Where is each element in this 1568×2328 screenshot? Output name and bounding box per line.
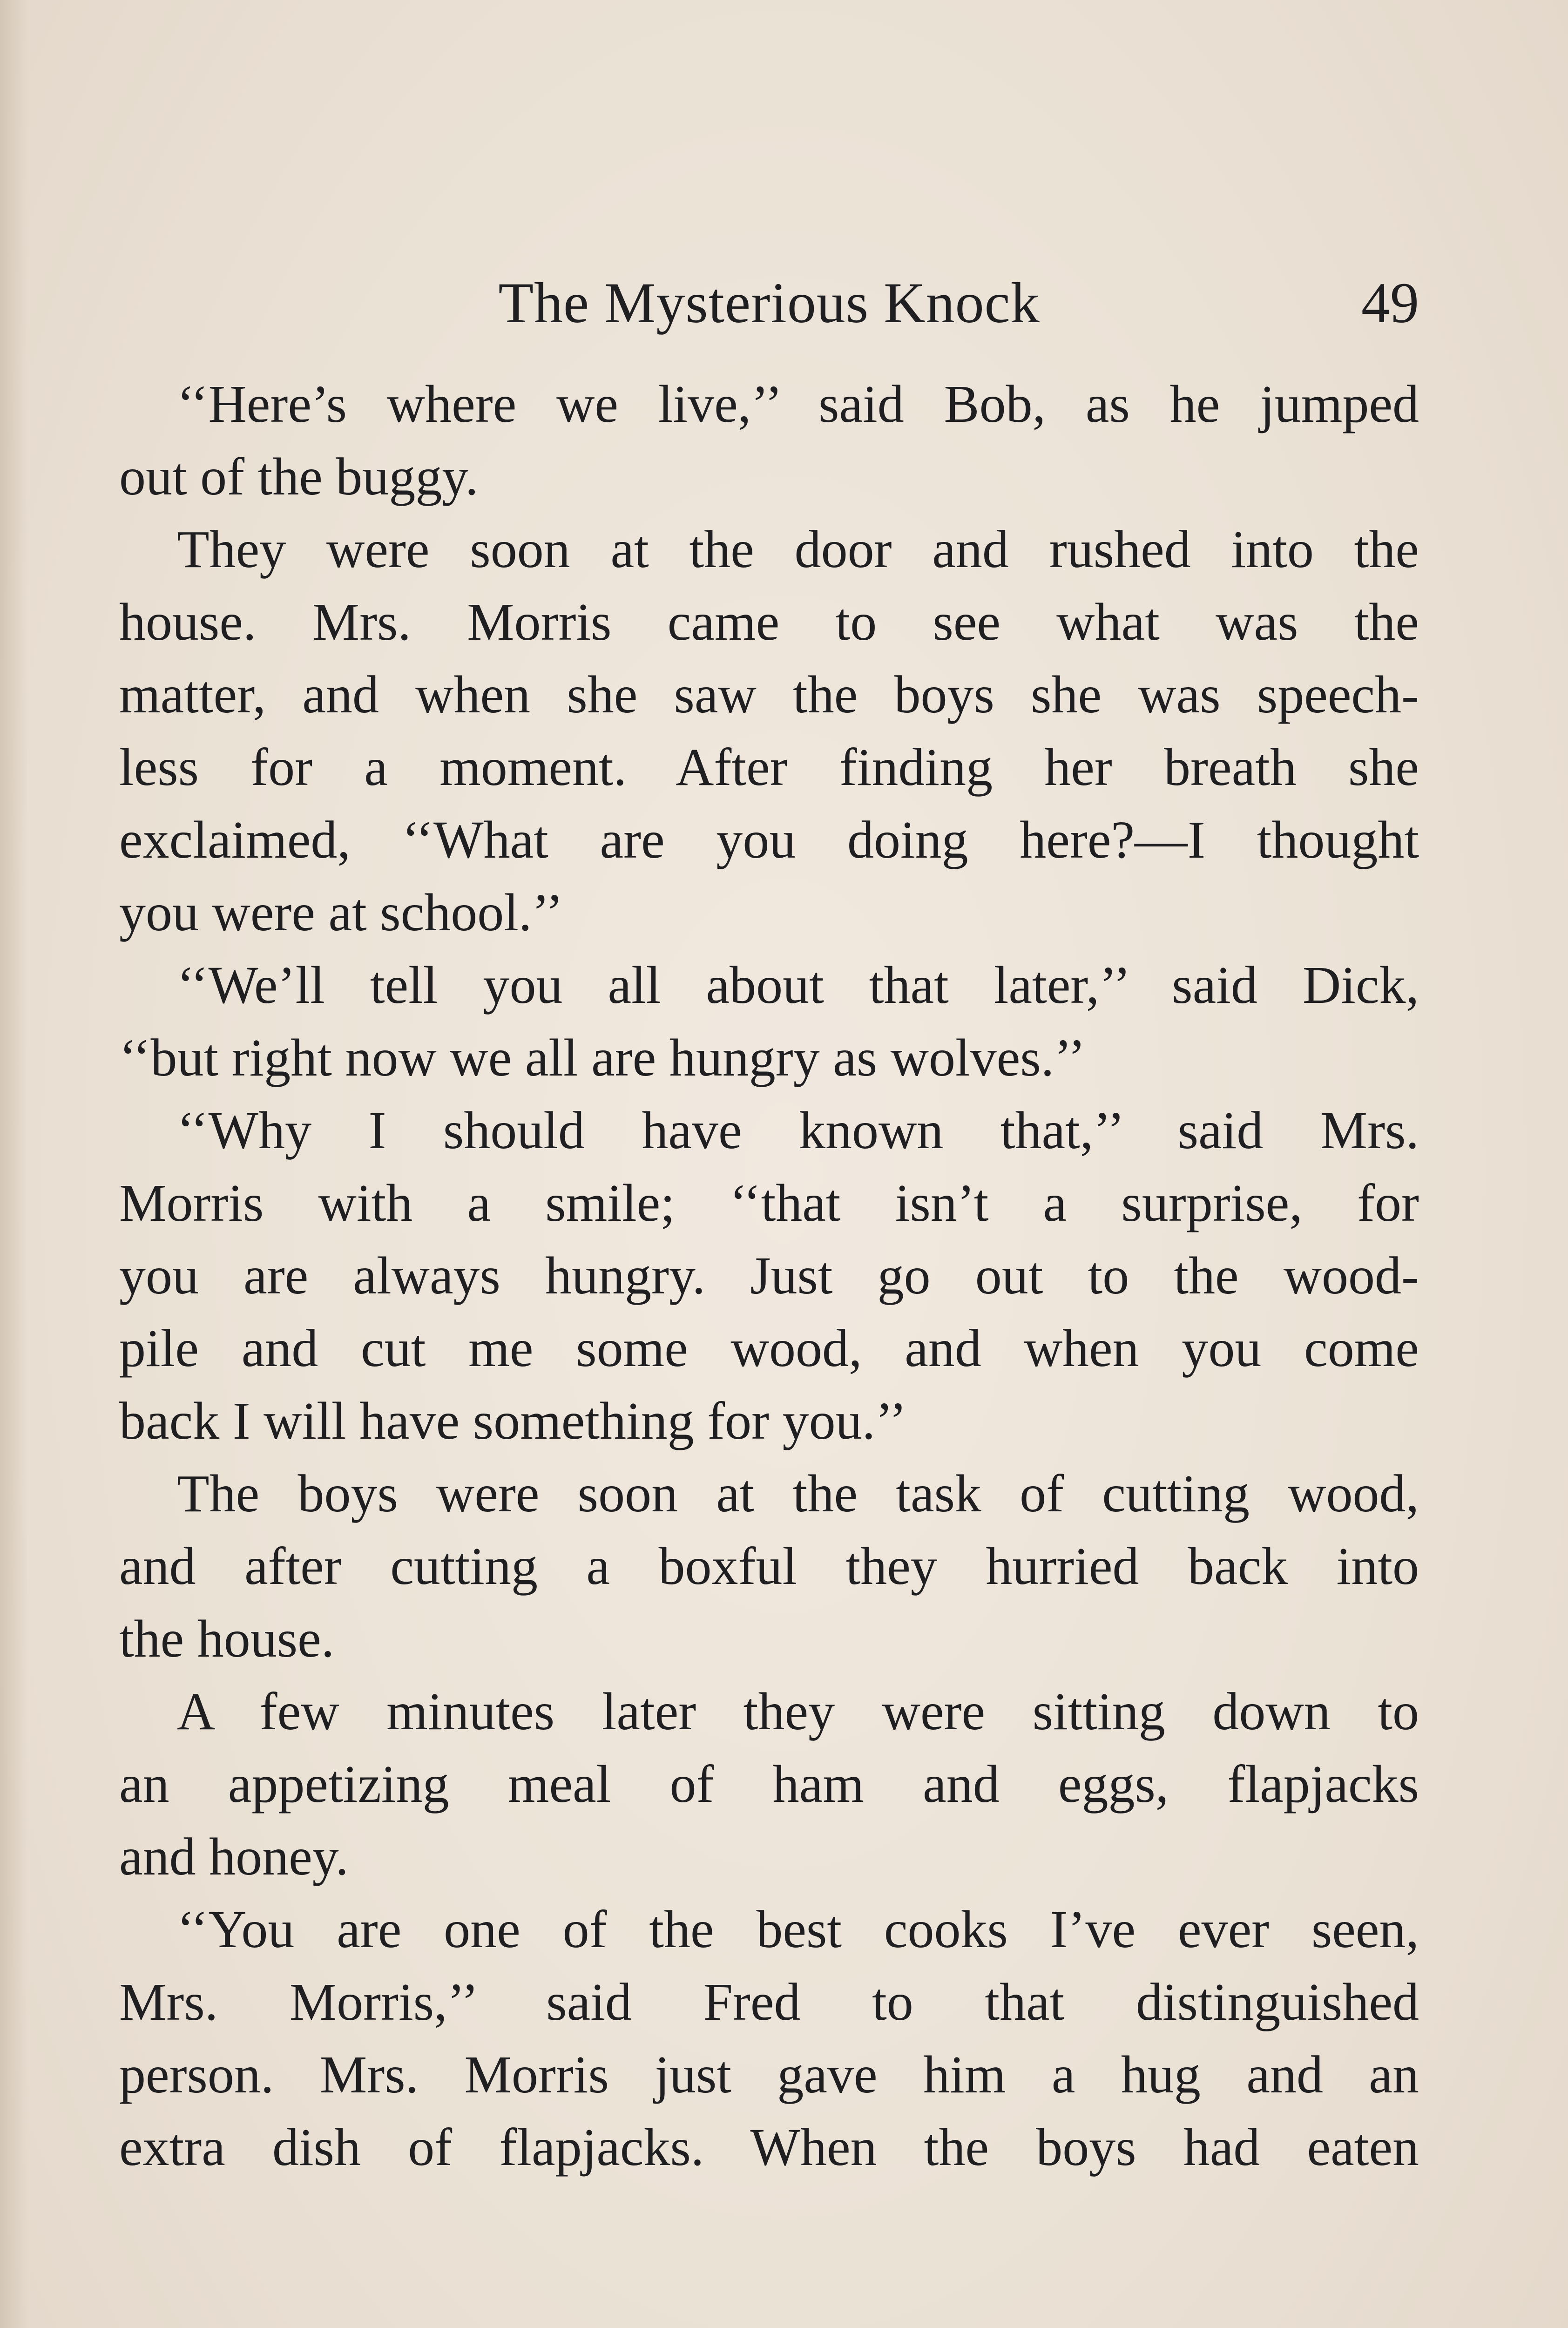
text-line: ‘‘We’ll tell you all about that later,’’ said Dick, xyxy=(177,955,1419,1015)
text-line: less for a moment. After finding her breath she xyxy=(119,738,1419,797)
text-line: person. Mrs. Morris just gave him a hug and an xyxy=(119,2045,1419,2104)
text-line: you were at school.’’ xyxy=(119,883,563,942)
text-line: and honey. xyxy=(119,1827,349,1886)
text-line: The boys were soon at the task of cutting wood, xyxy=(177,1464,1419,1523)
text-line: Morris with a smile; ‘‘that isn’t a surprise, for xyxy=(119,1173,1419,1232)
text-line: and after cutting a boxful they hurried back into xyxy=(119,1536,1419,1596)
page-number: 49 xyxy=(1361,271,1419,335)
text-line: you are always hungry. Just go out to the wood- xyxy=(119,1246,1419,1305)
text-line: extra dish of flapjacks. When the boys had eaten xyxy=(119,2118,1419,2177)
text-line: pile and cut me some wood, and when you come xyxy=(119,1319,1419,1378)
text-line: exclaimed, ‘‘What are you doing here?—I thought xyxy=(119,810,1419,869)
text-line: ‘‘but right now we all are hungry as wolves.’’ xyxy=(119,1028,1086,1087)
text-line: A few minutes later they were sitting down to xyxy=(177,1682,1419,1741)
text-line: They were soon at the door and rushed into the xyxy=(177,520,1419,579)
text-line: back I will have something for you.’’ xyxy=(119,1391,907,1450)
text-line: ‘‘You are one of the best cooks I’ve ever seen, xyxy=(177,1900,1419,1959)
text-line: ‘‘Here’s where we live,’’ said Bob, as he jumped xyxy=(177,374,1419,433)
page-edge-shadow-left xyxy=(0,0,28,2328)
text-line: an appetizing meal of ham and eggs, flapjacks xyxy=(119,1754,1419,1814)
text-line: the house. xyxy=(119,1609,335,1668)
page-header xyxy=(119,261,1419,345)
body-text xyxy=(119,368,1419,2184)
text-line: ‘‘Why I should have known that,’’ said Mrs. xyxy=(177,1101,1419,1160)
text-line: matter, and when she saw the boys she was speech- xyxy=(119,665,1419,724)
text-line: out of the buggy. xyxy=(119,447,479,506)
text-line: house. Mrs. Morris came to see what was the xyxy=(119,592,1419,651)
running-title: The Mysterious Knock xyxy=(498,271,1040,335)
text-line: Mrs. Morris,’’ said Fred to that distinguished xyxy=(119,1972,1419,2031)
